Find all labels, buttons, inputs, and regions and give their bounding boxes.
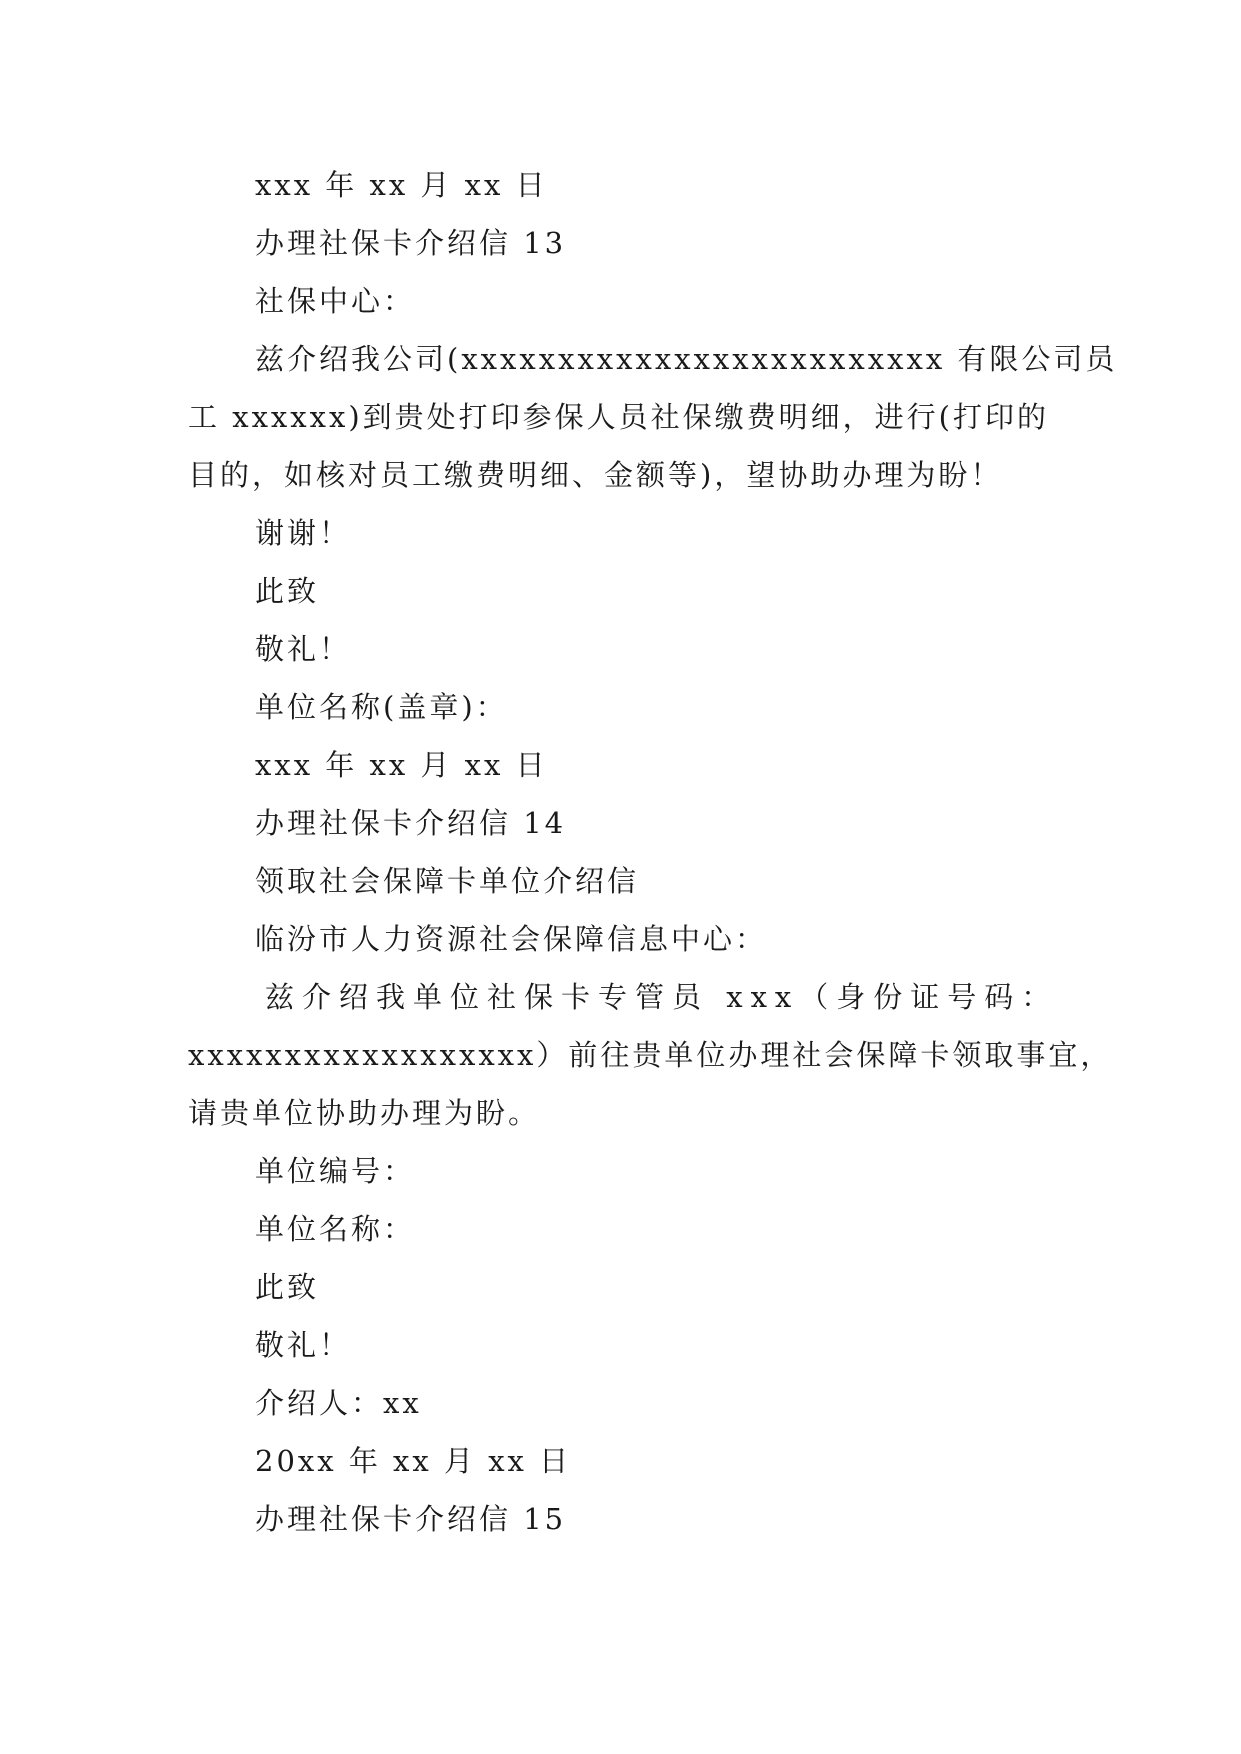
salutation: 社保中心： (255, 284, 416, 318)
unit-number-field: 单位编号： (255, 1154, 416, 1188)
thanks-line: 谢谢！ (255, 516, 352, 550)
body-paragraph-line: xxxxxxxxxxxxxxxxxx）前往贵单位办理社会保障卡领取事宜， (188, 1038, 1113, 1072)
letter-heading-13: 办理社保卡介绍信 13 (255, 226, 567, 260)
body-paragraph-line: 兹介绍我公司(xxxxxxxxxxxxxxxxxxxxxxxxx 有限公司员 (255, 342, 1118, 376)
salutation: 临汾市人力资源社会保障信息中心： (255, 922, 768, 956)
body-paragraph-line: 目的，如核对员工缴费明细、金额等)，望协助办理为盼！ (188, 458, 1003, 492)
letter-heading-15: 办理社保卡介绍信 15 (255, 1502, 567, 1536)
body-paragraph-line: 请贵单位协助办理为盼。 (188, 1096, 541, 1130)
introducer-line: 介绍人：xx (255, 1386, 422, 1420)
date-line: xxx 年 xx 月 xx 日 (255, 748, 548, 782)
letter-subtitle: 领取社会保障卡单位介绍信 (255, 864, 640, 898)
unit-name-field: 单位名称： (255, 1212, 416, 1246)
date-line: xxx 年 xx 月 xx 日 (255, 168, 548, 202)
closing-salute: 敬礼！ (255, 1328, 352, 1362)
date-line: 20xx 年 xx 月 xx 日 (255, 1444, 572, 1478)
body-paragraph-line: 兹介绍我单位社保卡专管员 xxx（身份证号码： (265, 980, 1059, 1014)
closing-salute: 敬礼！ (255, 632, 352, 666)
closing-line: 此致 (255, 1270, 320, 1304)
signature-unit-name: 单位名称(盖章)： (255, 690, 508, 724)
closing-line: 此致 (255, 574, 320, 608)
body-paragraph-line: 工 xxxxxx)到贵处打印参保人员社保缴费明细，进行(打印的 (188, 400, 1049, 434)
letter-heading-14: 办理社保卡介绍信 14 (255, 806, 567, 840)
